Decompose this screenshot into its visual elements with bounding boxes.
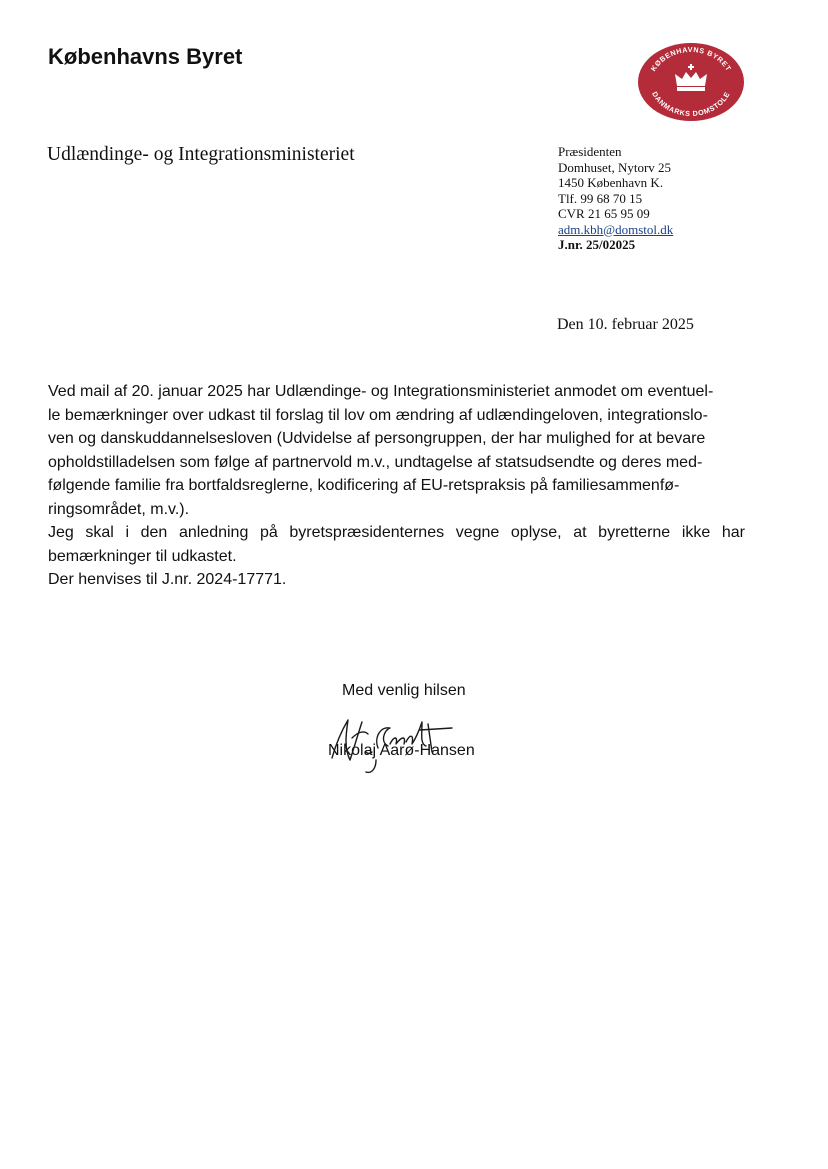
recipient-name: Udlændinge- og Integrationsministeriet — [47, 144, 355, 165]
letter-body — [48, 380, 745, 592]
handwritten-signature — [318, 708, 483, 780]
body-paragraph-3: Der henvises til J.nr. 2024-17771. — [48, 571, 287, 588]
sender-email-link[interactable]: adm.kbh@domstol.dk — [558, 221, 674, 237]
sender-title: Præsidenten — [558, 144, 622, 159]
sender-address-line2: 1450 København K. — [558, 175, 664, 190]
body-line: ringsområdet, m.v.). — [48, 500, 190, 518]
sender-phone: Tlf. 99 68 70 15 — [558, 190, 643, 206]
body-line: Ved mail af 20. januar 2025 har Udlændinge- og Integrationsministeriet anmodet om eventuel- — [48, 383, 714, 400]
signer-name: Nikolaj Aarø-Hansen — [328, 742, 475, 759]
body-line: le bemærkninger over udkast til forslag til lov om ændring af udlændingeloven, integrationslo- — [48, 406, 708, 424]
body-paragraph-1 — [48, 380, 745, 521]
body-line: følgende familie fra bortfaldsreglerne, kodificering af EU-retspraksis på familiesammenfø- — [48, 477, 680, 494]
letter-date: Den 10. februar 2025 — [557, 316, 694, 333]
closing-greeting: Med venlig hilsen — [342, 682, 466, 699]
body-line: ven og danskuddannelsesloven (Udvidelse af persongruppen, der har mulighed for at bevare — [48, 430, 706, 447]
svg-text:KØBENHAVNS BYRET: KØBENHAVNS BYRET — [648, 44, 734, 73]
journal-number: J.nr. 25/02025 — [558, 237, 636, 252]
body-line: opholdstilladelsen som følge af partnervold m.v., undtagelse af statsudsendte og deres med- — [48, 453, 703, 471]
sender-cvr: CVR 21 65 95 09 — [558, 206, 650, 221]
sender-address-line1: Domhuset, Nytorv 25 — [558, 159, 672, 175]
court-name: Københavns Byret — [48, 44, 243, 69]
svg-text:DANMARKS DOMSTOLE: DANMARKS DOMSTOLE — [650, 89, 732, 119]
body-paragraph-2: Jeg skal i den anledning på byretspræsidenternes vegne oplyse, at byretterne ikke har bemærkninger til udkastet. — [48, 524, 745, 565]
sender-block — [558, 144, 673, 253]
court-seal-logo — [637, 42, 745, 122]
